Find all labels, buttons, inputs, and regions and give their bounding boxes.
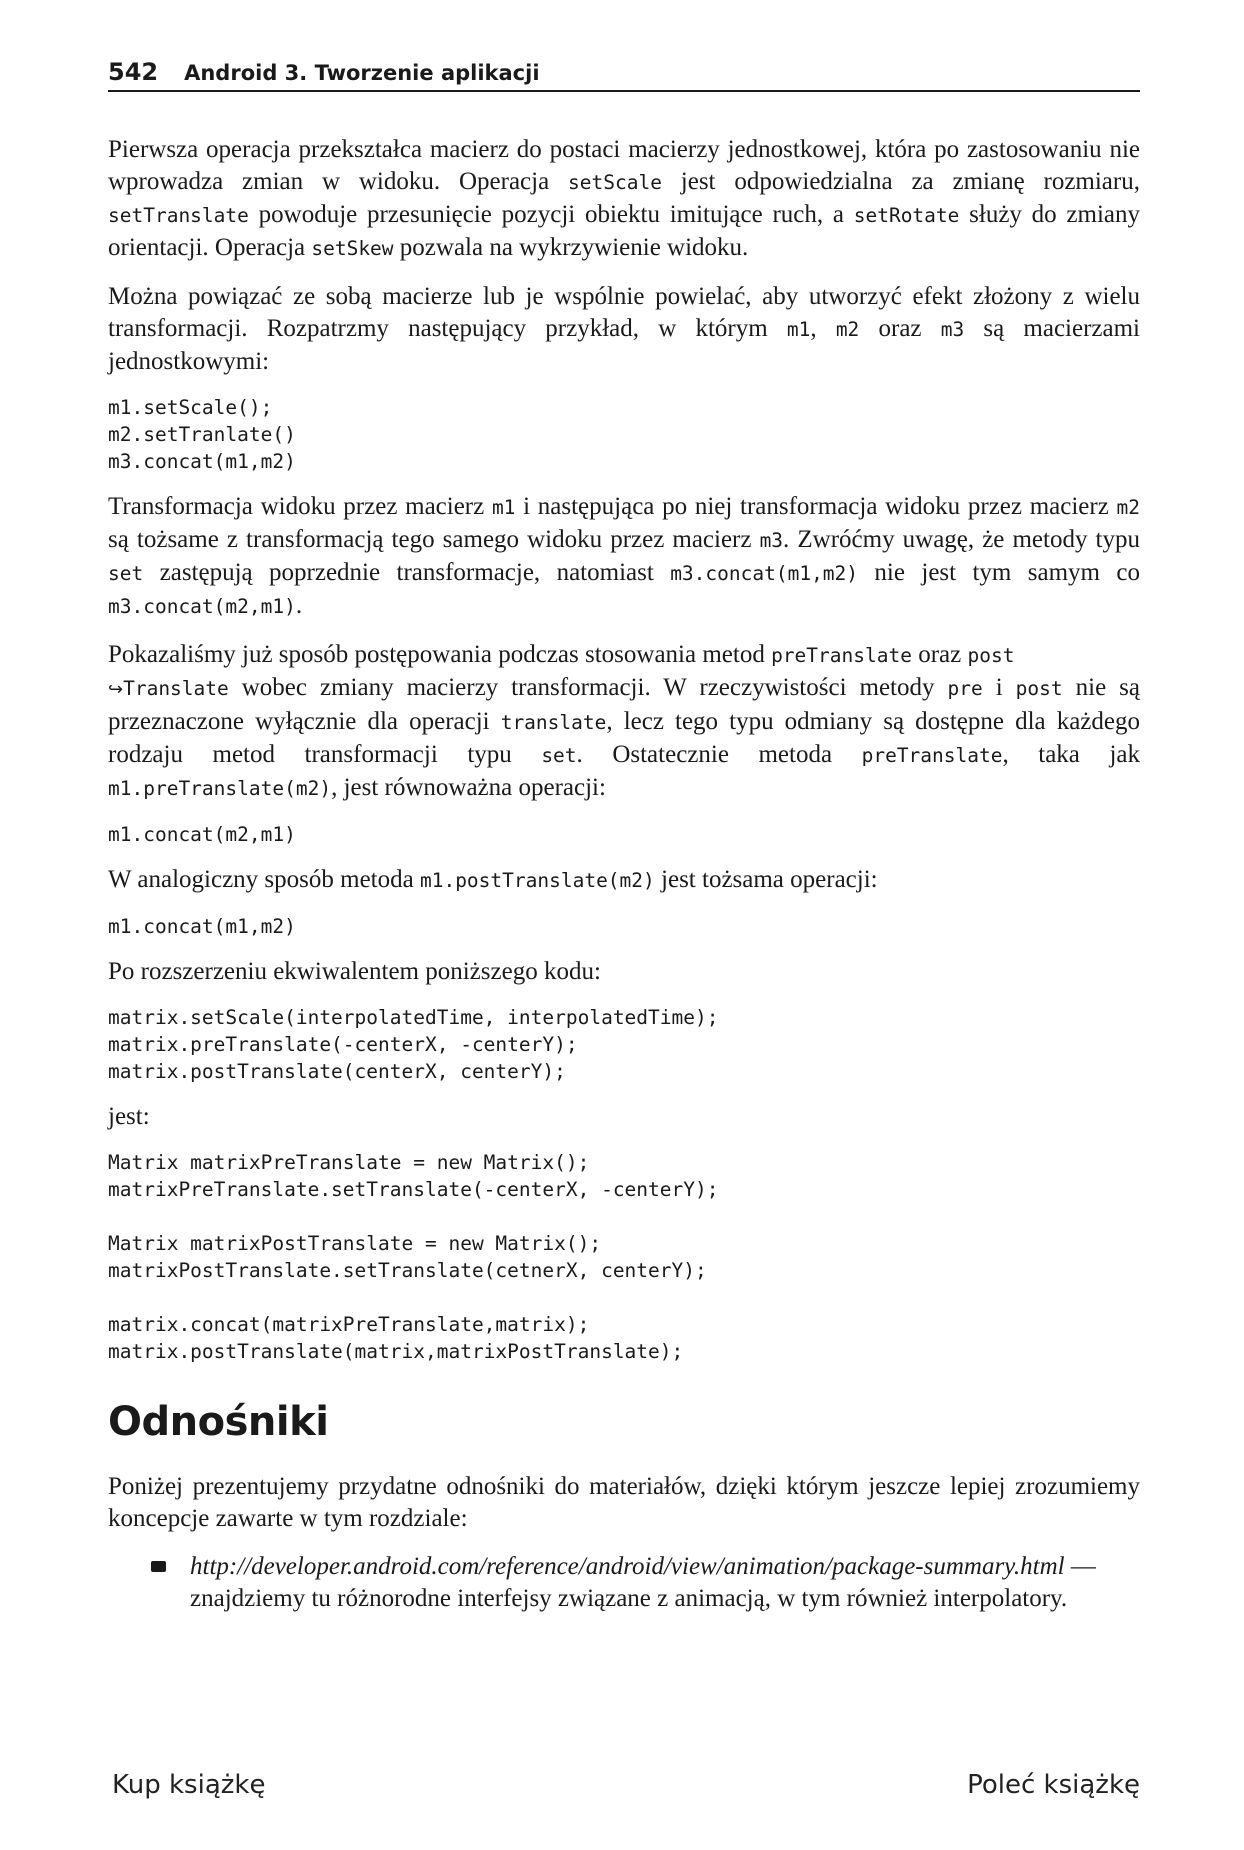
links-list — [108, 1551, 1140, 1615]
inline-code: m1.preTranslate(m2) — [108, 777, 332, 800]
text: powoduje przesunięcie pozycji obiektu imitujące ruch, a — [248, 201, 854, 228]
code-block-2 — [108, 821, 1140, 848]
text: , — [810, 315, 836, 342]
inline-code: m3.concat(m2,m1) — [108, 595, 296, 618]
text: , jest równoważna operacji: — [331, 774, 606, 801]
inline-code: post — [1015, 677, 1063, 700]
text: W analogiczny sposób metoda — [108, 866, 420, 893]
paragraph-3 — [108, 491, 1140, 623]
text: oraz — [911, 641, 968, 668]
text: są macierzami jednostkowymi: — [108, 315, 1141, 375]
paragraph-6: Po rozszerzeniu ekwiwalentem poniższego kodu: — [108, 958, 601, 985]
content — [108, 134, 1140, 1615]
inline-code: setTranslate — [108, 204, 249, 227]
text: jest tożsama operacji: — [654, 866, 878, 893]
text: i następująca po niej transformacja widoku przez macierz — [515, 493, 1117, 520]
code-line: m1.concat(m2,m1) — [108, 823, 296, 846]
code-line: matrix.setScale(interpolatedTime, interpolatedTime); — [108, 1006, 719, 1029]
text: . — [295, 592, 303, 619]
inline-code: set — [108, 562, 144, 585]
inline-code: m1 — [491, 496, 516, 519]
inline-code: setRotate — [853, 204, 960, 227]
paragraph-8: Poniżej prezentujemy przydatne odnośniki do materiałów, dzięki którym jeszcze lepiej zrozumiemy koncepcje zawarte w tym rozdziale: — [108, 1473, 1140, 1532]
text: i — [982, 674, 1016, 701]
page — [108, 58, 1140, 1615]
inline-code: setScale — [568, 171, 662, 194]
text: , lecz tego typu odmiany są dostępne dla każdego rodzaju metod transformacji typu — [108, 708, 1140, 768]
inline-code: m2 — [835, 318, 860, 341]
code-line: matrixPostTranslate.setTranslate(cetnerX, centerY); — [108, 1259, 707, 1282]
text: oraz — [859, 315, 941, 342]
code-line: m1.setScale(); — [108, 396, 273, 419]
text: . Ostatecznie metoda — [576, 741, 862, 768]
code-line: matrix.postTranslate(matrix,matrixPostTranslate); — [108, 1340, 684, 1363]
inline-code: m2 — [1116, 496, 1140, 519]
code-line: Matrix matrixPostTranslate = new Matrix(); — [108, 1232, 602, 1255]
text: służy do zmiany orientacji. Operacja — [108, 201, 1140, 261]
inline-code: preTranslate — [861, 744, 1003, 767]
text: Można powiązać ze sobą macierze lub je wspólnie powielać, aby utworzyć efekt złożony z wielu transformacji. Rozpatrzmy następujący przykład, w którym — [108, 283, 1140, 342]
text: . Zwróćmy uwagę, że metody typu — [783, 526, 1140, 553]
paragraph-4 — [108, 639, 1140, 805]
page-footer — [112, 1770, 1140, 1800]
code-block-1 — [108, 394, 1140, 475]
inline-code: preTranslate — [771, 644, 912, 667]
paragraph-5 — [108, 864, 1140, 897]
running-header — [108, 58, 1140, 92]
inline-code: m3 — [940, 318, 965, 341]
recommend-book-link[interactable]: Poleć książkę — [967, 1770, 1140, 1800]
paragraph-2 — [108, 281, 1140, 378]
code-line: matrix.concat(matrixPreTranslate,matrix); — [108, 1313, 590, 1336]
section-heading: Odnośniki — [108, 1399, 329, 1445]
link-description: — znajdziemy tu różnorodne interfejsy związane z animacją, w tym również interpolatory. — [190, 1553, 1096, 1612]
inline-code: translate — [500, 711, 607, 734]
bullet-icon — [151, 1561, 166, 1572]
book-title: Android 3. Tworzenie aplikacji — [184, 61, 540, 85]
code-block-5 — [108, 1149, 1140, 1365]
text: Pierwsza operacja przekształca macierz do postaci macierzy jednostkowej, która po zastosowaniu nie wprowadza zmian w widoku. Operacja — [108, 136, 1140, 195]
inline-code: m3 — [759, 529, 784, 552]
paragraph-7: jest: — [108, 1103, 150, 1130]
text: , taka jak — [1002, 741, 1140, 768]
inline-code: m3.concat(m1,m2) — [670, 562, 859, 585]
inline-code: m1.postTranslate(m2) — [419, 869, 655, 892]
text: jest odpowiedzialna za zmianę rozmiaru, — [661, 168, 1140, 195]
text: wobec zmiany macierzy transformacji. W rzeczywistości metody — [228, 674, 948, 701]
code-block-3 — [108, 913, 1140, 940]
text: Transformacja widoku przez macierz — [108, 493, 492, 520]
inline-code: m1 — [786, 318, 811, 341]
line-continuation-icon: ↪ — [108, 679, 124, 700]
inline-code: pre — [947, 677, 983, 700]
code-block-4 — [108, 1004, 1140, 1085]
buy-book-link[interactable]: Kup książkę — [112, 1770, 266, 1800]
code-line: matrixPreTranslate.setTranslate(-centerX, -centerY); — [108, 1178, 719, 1201]
inline-code: set — [541, 744, 577, 767]
text: Pokazaliśmy już sposób postępowania podczas stosowania metod — [108, 641, 772, 668]
code-line — [108, 1284, 1140, 1311]
list-item — [108, 1551, 1140, 1615]
code-line: Matrix matrixPreTranslate = new Matrix(); — [108, 1151, 590, 1174]
text: nie są przeznaczone wyłącznie dla operacji — [108, 674, 1140, 735]
code-line: matrix.postTranslate(centerX, centerY); — [108, 1060, 566, 1083]
page-number: 542 — [108, 58, 159, 86]
code-line: m2.setTranlate() — [108, 423, 296, 446]
inline-code: setSkew — [311, 237, 394, 260]
reference-link[interactable]: http://developer.android.com/reference/android/view/animation/package-summary.html — [190, 1553, 1065, 1580]
inline-code: Translate — [123, 677, 229, 700]
inline-code: post — [967, 644, 1015, 667]
text: pozwala na wykrzywienie widoku. — [393, 234, 749, 261]
text: są tożsame z transformacją tego samego widoku przez macierz — [108, 526, 760, 553]
code-line: m3.concat(m1,m2) — [108, 450, 296, 473]
code-line: m1.concat(m1,m2) — [108, 915, 296, 938]
code-line: matrix.preTranslate(-centerX, -centerY); — [108, 1033, 578, 1056]
paragraph-1 — [108, 134, 1140, 265]
text: nie jest tym samym co — [858, 559, 1140, 586]
text: zastępują poprzednie transformacje, natomiast — [143, 559, 671, 586]
code-line — [108, 1203, 1140, 1230]
